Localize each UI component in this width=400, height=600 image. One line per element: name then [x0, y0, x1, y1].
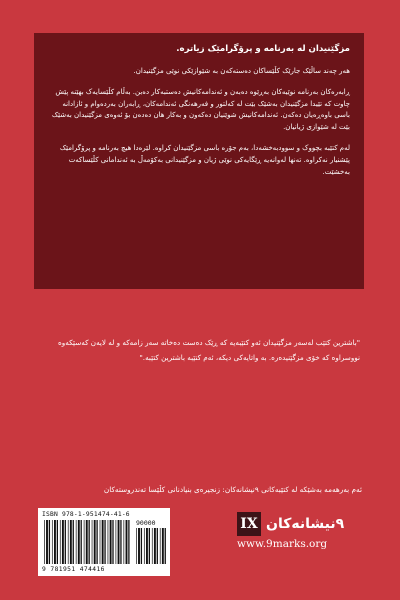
barcode-bar [89, 520, 90, 564]
barcode-bars [44, 520, 132, 564]
barcode-bar [96, 520, 97, 564]
barcode-bar [128, 520, 129, 564]
publisher-name: ٩نیشانەکان [266, 516, 345, 532]
barcode-bar [154, 528, 156, 564]
barcode-bar [92, 520, 93, 564]
barcode-bar [44, 520, 45, 564]
panel-paragraph: هەر چەند ساڵێک جارێک کڵێساکان دەستەکەن بە شێوازێکی نوێی مزگێنیدان. [133, 67, 350, 75]
panel-paragraph: لەم کتێبە بچووک و سوودبەخشەدا، بەم جۆرە باسی مزگێنیدان کراوە. لێرەدا هیچ بەرنامە و پرۆگرامێک پێشنیار نەکراوە. تەنها لەوانەیە ڕێگایەکی نوێی ژیان و مزگێنیدانی بەکۆمەڵ بە ئەندامانی کڵێساکەت بەخشێت. [59, 143, 350, 176]
barcode-bar [100, 520, 101, 564]
barcode-bar [136, 528, 137, 564]
barcode-bar [126, 520, 128, 564]
panel-heading: مزگێنیدان لە بەرنامە و پرۆگرامێک زیاترە. [176, 44, 350, 54]
barcode-bar [149, 528, 150, 564]
barcode-bar [46, 520, 48, 564]
barcode-bar [76, 520, 77, 564]
barcode-addon-digits: 90000 [136, 519, 156, 527]
barcode-bar [108, 520, 109, 564]
barcode-bar [138, 528, 140, 564]
barcode-bar [86, 520, 88, 564]
barcode-bar [102, 520, 104, 564]
barcode-bar [146, 528, 148, 564]
barcode-bar [144, 528, 145, 564]
barcode [38, 508, 170, 576]
barcode-bar [110, 520, 112, 564]
barcode-bar [68, 520, 69, 564]
barcode-bar [49, 520, 50, 564]
barcode-bar [78, 520, 80, 564]
barcode-bar [60, 520, 61, 564]
barcode-bar [57, 520, 58, 564]
panel-paragraph: ڕابەرەکان بەرنامە نوێیەکان بەڕێوە دەبەن و ئەندامەکانیش دەستبەکار دەبن. بەڵام کڵێسایەک بهێنە پێش چاوت کە تێیدا مزگێنیدان بەشێک بێت لە کەلتور و فەرهەنگی ئەندامەکان، ڕابەران بەردەوام و ئازادانە باسی باوەڕەیان دەکەن. ئەندامەکانیش شوێنیان دەکەون و بەکار هان دەدەن بۆ ئەوەی مزگێنیدان بەشێک بێت لە شێوازی ژیانیان. [51, 87, 350, 132]
endorsement-quote: "باشترین کتێب لەسەر مزگێنیدان ئەو کتێبەیە کە ڕێک دەست دەخاتە سەر زامەکە و لە لایەن کەسێکەوە نووسراوە کە خۆی مزگێنیدەرە. بە واتایەکی دیکە، ئەم کتێبە باشترین کتێبە." [57, 338, 360, 362]
barcode-bar [157, 528, 158, 564]
barcode-bar [62, 520, 64, 564]
isbn-label: ISBN 978-1-951474-41-6 [42, 511, 130, 518]
barcode-bar [124, 520, 125, 564]
barcode-bar [141, 528, 142, 564]
barcode-bar [165, 528, 166, 564]
isbn-digits: 9 781951 474416 [42, 566, 105, 573]
series-line: ئەم بەرهەمە بەشێکە لە کتێبەکانی ٩نیشانەکان: زنجیرەی بنیادنانی کڵێسا تەندروستەکان [103, 485, 362, 494]
publisher-url: www.9marks.org [237, 538, 328, 550]
barcode-bar [112, 520, 113, 564]
ix-logo-icon: IX [237, 512, 261, 536]
barcode-bar [73, 520, 74, 564]
barcode-bar [116, 520, 117, 564]
barcode-bar [54, 520, 56, 564]
barcode-bar [84, 520, 85, 564]
barcode-bar [94, 520, 96, 564]
barcode-bar [65, 520, 66, 564]
barcode-addon-bars [136, 528, 166, 564]
description-panel [34, 33, 364, 289]
barcode-bar [162, 528, 164, 564]
barcode-bar [70, 520, 72, 564]
barcode-bar [52, 520, 53, 564]
barcode-bar [104, 520, 105, 564]
barcode-bar [118, 520, 120, 564]
barcode-bar [81, 520, 82, 564]
barcode-bar [152, 528, 153, 564]
barcode-bar [120, 520, 121, 564]
barcode-bar [160, 528, 161, 564]
